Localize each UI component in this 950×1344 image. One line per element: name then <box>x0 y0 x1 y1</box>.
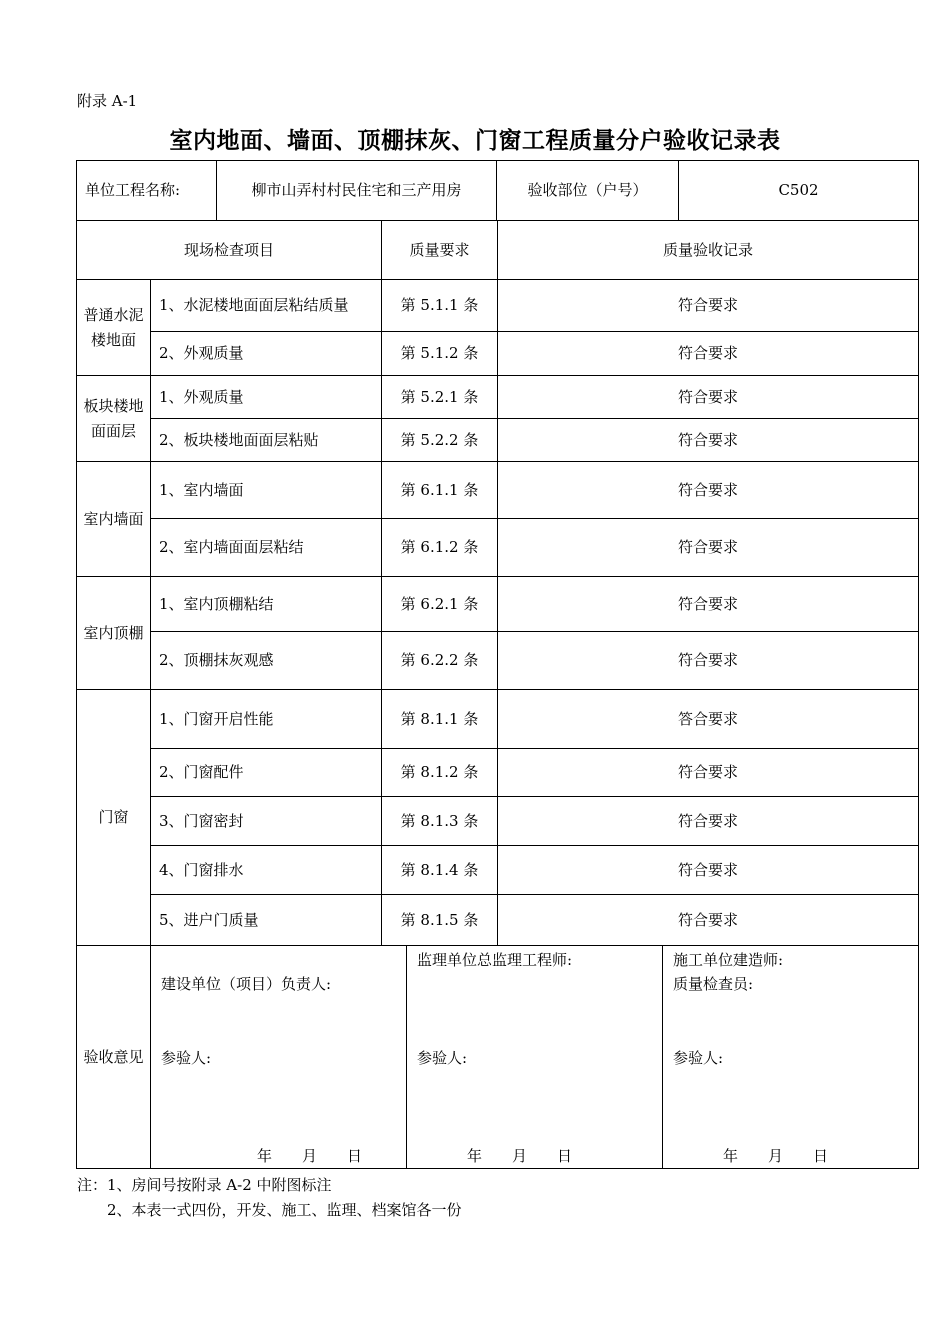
note-1: 注：1、房间号按附录 A-2 中附图标注 <box>77 1176 332 1194</box>
check-item: 2、顶棚抹灰观感 <box>151 632 382 690</box>
table-row <box>77 519 919 577</box>
check-item: 3、门窗密封 <box>151 797 382 846</box>
col-header-record: 质量验收记录 <box>498 221 919 280</box>
table-row <box>77 577 919 632</box>
table-row <box>77 846 919 895</box>
builder-unit-cell <box>663 946 919 1169</box>
table-row <box>77 895 919 946</box>
construction-date: 年 月 日 <box>257 1147 363 1165</box>
check-item: 2、室内墙面面层粘结 <box>151 519 382 577</box>
check-item: 2、门窗配件 <box>151 749 382 797</box>
table-row <box>77 797 919 846</box>
check-item: 1、室内墙面 <box>151 462 382 519</box>
check-item: 5、进户门质量 <box>151 895 382 946</box>
opinion-table <box>76 945 919 1169</box>
appendix-label: 附录 A-1 <box>77 92 138 110</box>
record-cell: 符合要求 <box>498 632 919 690</box>
requirement-cell: 第 6.2.1 条 <box>382 577 498 632</box>
builder-constructor-label: 施工单位建造师: <box>673 951 784 969</box>
check-item: 2、板块楼地面面层粘贴 <box>151 419 382 462</box>
header-table <box>76 160 919 221</box>
requirement-cell: 第 8.1.4 条 <box>382 846 498 895</box>
group-label: 室内墙面 <box>77 462 151 577</box>
requirement-cell: 第 8.1.3 条 <box>382 797 498 846</box>
items-table <box>76 220 919 946</box>
requirement-cell: 第 6.2.2 条 <box>382 632 498 690</box>
record-cell: 符合要求 <box>498 376 919 419</box>
record-cell: 符合要求 <box>498 332 919 376</box>
check-item: 4、门窗排水 <box>151 846 382 895</box>
record-cell: 符合要求 <box>498 749 919 797</box>
requirement-cell: 第 6.1.1 条 <box>382 462 498 519</box>
check-item: 1、水泥楼地面面层粘结质量 <box>151 280 382 332</box>
notes <box>77 1173 462 1223</box>
requirement-cell: 第 8.1.5 条 <box>382 895 498 946</box>
group-label: 室内顶棚 <box>77 577 151 690</box>
record-cell: 符合要求 <box>498 462 919 519</box>
col-header-requirement: 质量要求 <box>382 221 498 280</box>
group-label: 普通水泥楼地面 <box>77 280 151 376</box>
requirement-cell: 第 5.2.2 条 <box>382 419 498 462</box>
construction-participants-label: 参验人: <box>161 1049 212 1067</box>
table-row <box>77 632 919 690</box>
construction-unit-cell <box>151 946 407 1169</box>
supervision-participants-label: 参验人: <box>417 1049 468 1067</box>
check-item: 1、门窗开启性能 <box>151 690 382 749</box>
supervision-unit-cell <box>407 946 663 1169</box>
builder-date: 年 月 日 <box>723 1147 829 1165</box>
table-row <box>77 280 919 332</box>
col-header-item: 现场检查项目 <box>77 221 382 280</box>
check-item: 1、室内顶棚粘结 <box>151 577 382 632</box>
table-row <box>77 332 919 376</box>
table-row <box>77 749 919 797</box>
table-row <box>77 376 919 419</box>
group-label: 门窗 <box>77 690 151 946</box>
check-item: 2、外观质量 <box>151 332 382 376</box>
record-cell: 符合要求 <box>498 846 919 895</box>
record-cell: 符合要求 <box>498 519 919 577</box>
group-label: 板块楼地面面层 <box>77 376 151 462</box>
table-row <box>77 462 919 519</box>
requirement-cell: 第 8.1.2 条 <box>382 749 498 797</box>
requirement-cell: 第 8.1.1 条 <box>382 690 498 749</box>
inspection-part-value: C502 <box>679 161 919 221</box>
quality-inspector-label: 质量检查员: <box>673 975 754 993</box>
requirement-cell: 第 6.1.2 条 <box>382 519 498 577</box>
record-cell: 符合要求 <box>498 577 919 632</box>
inspection-part-label: 验收部位（户号） <box>497 161 679 221</box>
requirement-cell: 第 5.1.1 条 <box>382 280 498 332</box>
requirement-cell: 第 5.1.2 条 <box>382 332 498 376</box>
supervision-engineer-label: 监理单位总监理工程师: <box>417 951 573 969</box>
record-cell: 符合要求 <box>498 280 919 332</box>
unit-name-label: 单位工程名称: <box>77 161 217 221</box>
check-item: 1、外观质量 <box>151 376 382 419</box>
table-row <box>77 690 919 749</box>
record-cell: 符合要求 <box>498 797 919 846</box>
page-title: 室内地面、墙面、顶棚抹灰、门窗工程质量分户验收记录表 <box>169 128 781 154</box>
record-cell: 符合要求 <box>498 419 919 462</box>
construction-lead-label: 建设单位（项目）负责人: <box>161 975 332 993</box>
opinion-label: 验收意见 <box>77 946 151 1169</box>
supervision-date: 年 月 日 <box>467 1147 573 1165</box>
inspection-form <box>76 160 918 1169</box>
unit-name-value: 柳市山弄村村民住宅和三产用房 <box>217 161 497 221</box>
requirement-cell: 第 5.2.1 条 <box>382 376 498 419</box>
record-cell: 答合要求 <box>498 690 919 749</box>
table-row <box>77 419 919 462</box>
builder-participants-label: 参验人: <box>673 1049 724 1067</box>
note-2: 2、本表一式四份，开发、施工、监理、档案馆各一份 <box>107 1201 462 1219</box>
record-cell: 符合要求 <box>498 895 919 946</box>
